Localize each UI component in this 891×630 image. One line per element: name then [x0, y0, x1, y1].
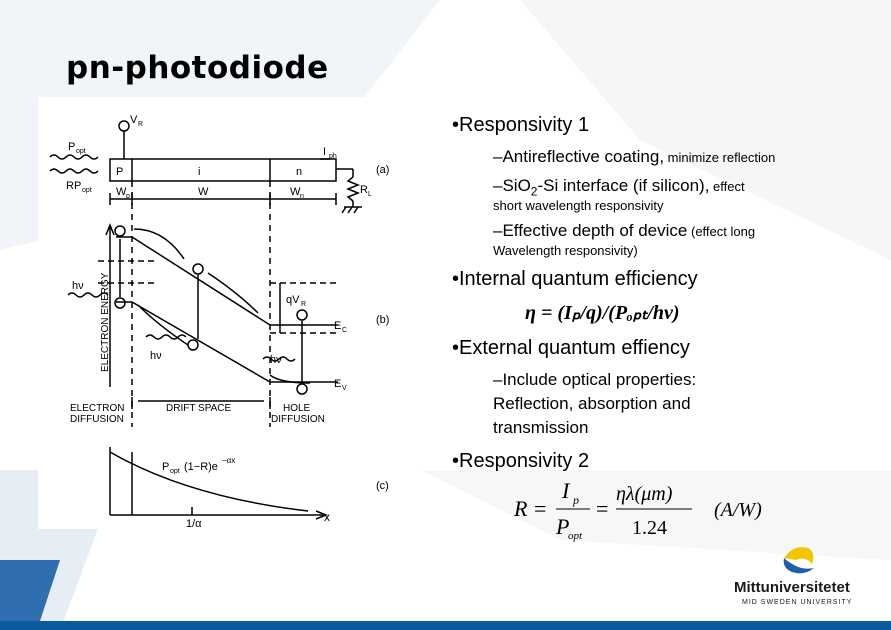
note-long-wavelength: Wavelength responsivity)	[493, 243, 638, 258]
sub-transmission: transmission	[493, 418, 589, 437]
panel-b-label: (b)	[376, 314, 390, 326]
note-short-wavelength: short wavelength responsivity	[493, 198, 664, 213]
electron-energy-label: ELECTRON ENERGY	[100, 272, 111, 372]
electron-diffusion-label-2: DIFFUSION	[70, 414, 124, 425]
svg-text:ph: ph	[329, 153, 337, 160]
svg-text:R: R	[138, 121, 144, 128]
svg-text:(1−R)e: (1−R)e	[184, 461, 218, 473]
bullet-external-qe: •External quantum effiency	[452, 337, 690, 359]
electron-diffusion-label-1: ELECTRON	[70, 403, 125, 414]
sub-sio2-interface: –SiO$_2$-Si interface (if silicon), effect	[493, 176, 745, 199]
logo-name: Mittuniversitetet	[734, 579, 850, 596]
svg-text:R: R	[514, 496, 528, 521]
svg-text:opt: opt	[76, 148, 86, 155]
rl-label: R	[360, 184, 368, 196]
rpopt-label: RP	[66, 180, 82, 192]
bullet-responsivity-2: •Responsivity 2	[452, 450, 590, 472]
wp-label: W	[116, 186, 127, 198]
logo-subtitle: MID SWEDEN UNIVERSITY	[742, 599, 853, 606]
w-label: W	[198, 186, 209, 198]
svg-text:−αx: −αx	[222, 456, 236, 465]
svg-text:opt: opt	[568, 530, 583, 542]
ev-label: E	[334, 378, 342, 390]
sub-reflection-absorption: Reflection, absorption and	[493, 394, 691, 413]
qvr-label: qV	[286, 294, 300, 306]
panel-c-label: (c)	[376, 480, 389, 492]
slide-title: pn-photodiode	[66, 50, 329, 86]
x-axis-label: x	[324, 510, 330, 524]
svg-text:=: =	[596, 496, 609, 521]
iqe-equation: η = (Iₚ/q)/(Pₒₚₜ/hν)	[525, 302, 680, 324]
svg-text:opt: opt	[170, 468, 180, 475]
panel-a-label: (a)	[376, 164, 390, 176]
bullet-responsivity-1: •Responsivity 1	[452, 114, 590, 136]
hole-diffusion-label-1: HOLE	[283, 403, 311, 414]
svg-text:L: L	[368, 191, 372, 198]
n-region-label: n	[296, 166, 303, 178]
photodiode-diagram	[38, 97, 418, 529]
svg-text:=: =	[534, 496, 547, 521]
ec-label: E	[334, 320, 342, 332]
svg-text:opt: opt	[82, 187, 92, 194]
sub-optical-properties: –Include optical properties:	[493, 370, 697, 389]
hv-right-label: hν	[270, 354, 282, 366]
svg-text:ηλ(μm): ηλ(μm)	[616, 483, 673, 505]
hv-mid-label: hν	[150, 350, 162, 362]
bullet-internal-qe: •Internal quantum efficiency	[452, 268, 698, 290]
popt-label: P	[68, 141, 76, 153]
svg-text:C: C	[342, 327, 348, 334]
svg-text:p: p	[573, 493, 579, 507]
load-resistor	[348, 177, 358, 201]
popt-curve-label: P	[162, 461, 170, 473]
svg-text:V: V	[342, 385, 347, 392]
photodiode-diagram-svg	[38, 97, 418, 529]
i-region-label: i	[198, 166, 201, 178]
wn-label: W	[290, 186, 301, 198]
hole-diffusion-label-2: DIFFUSION	[271, 414, 325, 425]
drift-space-label: DRIFT SPACE	[166, 403, 232, 414]
vr-terminal	[119, 121, 129, 131]
responsivity-equation	[512, 476, 802, 546]
svg-text:n: n	[300, 193, 304, 200]
university-logo	[732, 540, 872, 610]
one-over-alpha-label: 1/α	[186, 518, 202, 529]
svg-text:R: R	[301, 301, 307, 308]
sub-antireflective: –Antireflective coating, minimize reflection	[493, 147, 776, 166]
footer-bar	[0, 621, 891, 630]
svg-text:p: p	[126, 193, 130, 200]
svg-text:P: P	[556, 514, 570, 539]
svg-text:1.24: 1.24	[632, 517, 667, 539]
sub-effective-depth: –Effective depth of device (effect long	[493, 221, 756, 240]
valence-band	[116, 302, 338, 382]
p-region-label: P	[116, 166, 124, 178]
vr-label: V	[130, 114, 138, 126]
svg-text:I: I	[562, 478, 570, 503]
hv-left-label: hν	[72, 280, 84, 292]
svg-text:(A/W): (A/W)	[714, 499, 762, 521]
iph-label: I	[323, 146, 327, 158]
